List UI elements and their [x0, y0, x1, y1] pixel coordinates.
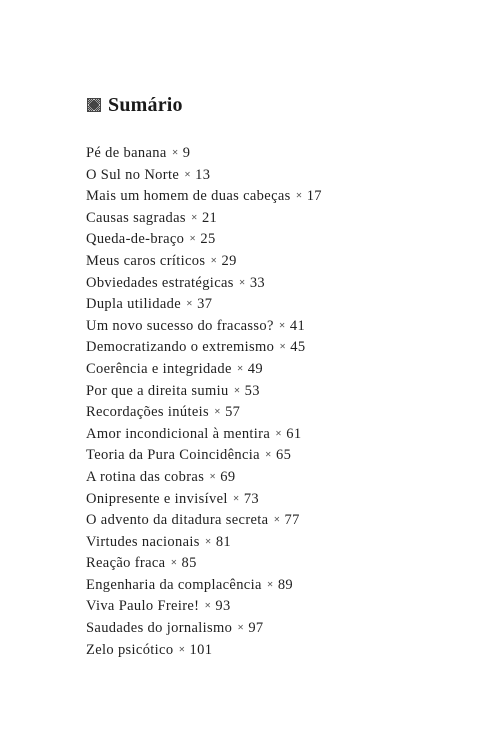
separator-icon: ✕ — [186, 299, 194, 309]
toc-entry-title: Queda-de-braço — [86, 231, 185, 248]
separator-icon: ✕ — [189, 234, 197, 244]
toc-entry-page-number: 101 — [189, 641, 213, 658]
separator-icon: ✕ — [170, 558, 178, 568]
toc-entry — [86, 185, 322, 207]
separator-icon: ✕ — [204, 536, 212, 546]
toc-entry — [86, 142, 322, 164]
toc-entry-title: Zelo psicótico — [86, 641, 174, 658]
toc-entry — [86, 228, 322, 250]
toc-entry — [86, 380, 322, 402]
toc-entry-page-number: 57 — [225, 404, 241, 421]
toc-entry-title: Um novo sucesso do fracasso? — [86, 317, 274, 334]
toc-entry — [86, 531, 322, 553]
toc-entry-title: Por que a direita sumiu — [86, 382, 229, 399]
toc-entry-title: Teoria da Pura Coincidência — [86, 447, 260, 464]
toc-entry-page-number: 73 — [243, 490, 260, 507]
toc-entry-title: Onipresente e invisível — [86, 490, 228, 507]
separator-icon: ✕ — [233, 385, 241, 395]
toc-entry-page-number: 53 — [244, 382, 260, 399]
toc-entry — [86, 595, 322, 617]
toc-entry — [86, 401, 322, 423]
toc-entry-title: Viva Paulo Freire! — [86, 598, 200, 615]
toc-entry-page-number: 89 — [277, 576, 294, 593]
toc-entry-page-number: 29 — [221, 252, 237, 269]
toc-entry-page-number: 77 — [284, 512, 300, 529]
separator-icon: ✕ — [232, 493, 240, 503]
table-of-contents — [86, 142, 322, 660]
toc-entry-page-number: 25 — [200, 231, 216, 248]
toc-entry-title: O Sul no Norte — [86, 166, 180, 183]
toc-entry-title: A rotina das cobras — [86, 468, 205, 485]
separator-icon: ✕ — [264, 450, 272, 460]
toc-entry-title: Virtudes nacionais — [86, 533, 200, 550]
separator-icon: ✕ — [209, 471, 217, 481]
toc-entry — [86, 488, 322, 510]
toc-entry-page-number: 17 — [306, 188, 322, 205]
toc-entry-title: Saudades do jornalismo — [86, 620, 233, 637]
toc-entry-title: Causas sagradas — [86, 209, 186, 226]
toc-entry-page-number: 45 — [290, 339, 306, 356]
separator-icon: ✕ — [295, 191, 303, 201]
toc-entry — [86, 423, 322, 445]
separator-icon: ✕ — [266, 579, 274, 589]
toc-entry-page-number: 33 — [249, 274, 266, 291]
toc-entry — [86, 272, 322, 294]
page-title: Sumário — [108, 93, 183, 116]
toc-entry-page-number: 37 — [197, 296, 213, 313]
toc-entry — [86, 293, 322, 315]
contents-heading — [86, 92, 183, 118]
toc-entry-title: Recordações inúteis — [86, 404, 210, 421]
toc-entry — [86, 250, 322, 272]
toc-entry — [86, 358, 322, 380]
separator-icon: ✕ — [238, 277, 246, 287]
toc-entry-title: Dupla utilidade — [86, 296, 182, 313]
toc-entry-title: Democratizando o extremismo — [86, 339, 275, 356]
separator-icon: ✕ — [237, 623, 245, 633]
toc-entry — [86, 315, 322, 337]
ornament-icon — [86, 97, 102, 113]
toc-entry-page-number: 9 — [182, 145, 191, 161]
toc-entry-page-number: 41 — [289, 317, 306, 334]
toc-entry-title: O advento da ditadura secreta — [86, 512, 269, 529]
toc-entry — [86, 207, 322, 229]
separator-icon: ✕ — [190, 212, 198, 222]
toc-entry-title: Coerência e integridade — [86, 360, 232, 377]
toc-entry — [86, 509, 322, 531]
separator-icon: ✕ — [178, 644, 186, 654]
separator-icon: ✕ — [236, 363, 244, 373]
separator-icon: ✕ — [204, 601, 212, 611]
toc-entry — [86, 466, 322, 488]
toc-entry-page-number: 49 — [247, 360, 263, 377]
toc-entry-page-number: 97 — [248, 620, 264, 637]
toc-entry-title: Meus caros críticos — [86, 252, 206, 269]
toc-entry-page-number: 21 — [201, 209, 218, 226]
toc-entry — [86, 617, 322, 639]
toc-entry-page-number: 61 — [286, 425, 302, 442]
toc-entry — [86, 552, 322, 574]
toc-entry-title: Obviedades estratégicas — [86, 274, 234, 291]
separator-icon: ✕ — [273, 515, 281, 525]
toc-entry-title: Engenharia da complacência — [86, 576, 262, 593]
toc-entry-title: Amor incondicional à mentira — [86, 425, 271, 442]
toc-entry-page-number: 85 — [181, 555, 197, 572]
separator-icon: ✕ — [275, 428, 283, 438]
separator-icon: ✕ — [171, 148, 179, 157]
separator-icon: ✕ — [279, 342, 287, 352]
toc-entry-page-number: 69 — [220, 468, 236, 485]
toc-entry-title: Reação fraca — [86, 555, 166, 572]
separator-icon: ✕ — [184, 169, 192, 179]
toc-entry-title: Mais um homem de duas cabeças — [86, 188, 291, 205]
toc-entry-page-number: 81 — [215, 533, 232, 550]
toc-entry — [86, 444, 322, 466]
toc-entry-page-number: 65 — [275, 447, 292, 464]
separator-icon: ✕ — [210, 255, 218, 265]
toc-entry-page-number: 93 — [215, 598, 231, 615]
toc-entry-title: Pé de banana — [86, 145, 167, 161]
toc-entry-page-number: 13 — [195, 166, 211, 183]
separator-icon: ✕ — [214, 407, 222, 417]
separator-icon: ✕ — [278, 320, 286, 330]
toc-entry — [86, 336, 322, 358]
toc-entry — [86, 574, 322, 596]
toc-entry — [86, 164, 322, 186]
toc-entry — [86, 639, 322, 661]
